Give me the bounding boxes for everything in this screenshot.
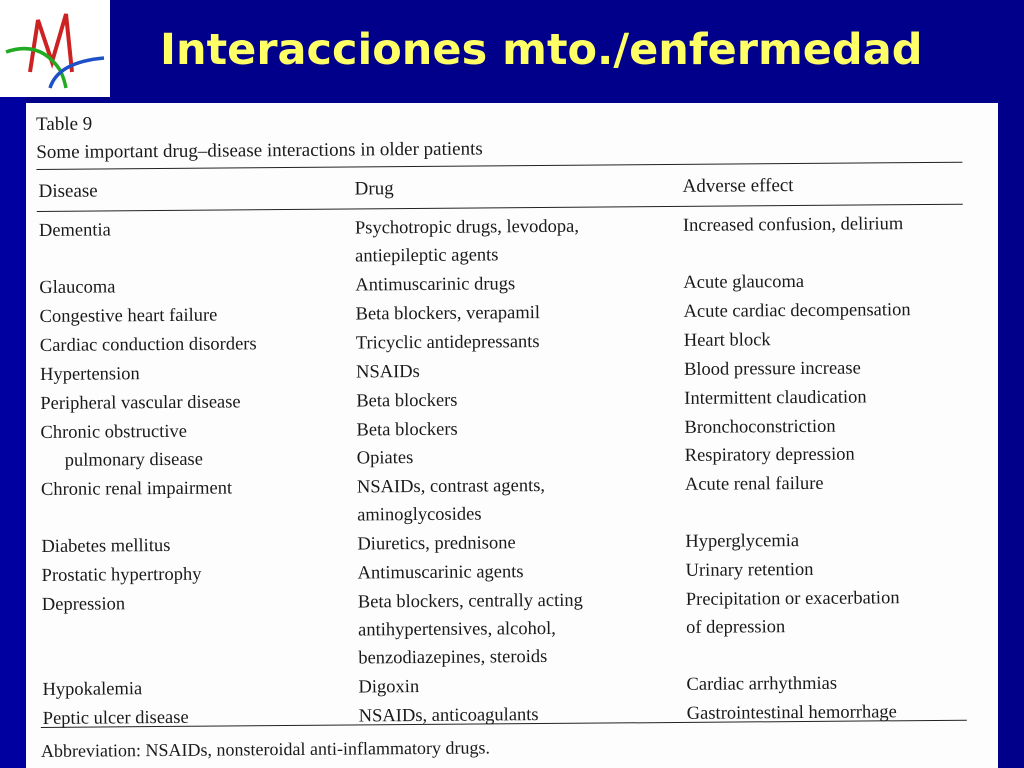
drug-cell (355, 298, 675, 329)
disease-cell (41, 531, 351, 561)
drug-cell-line: Antimuscarinic drugs (355, 274, 516, 296)
header-adverse-effect: Adverse effect (682, 175, 794, 197)
table-body (37, 210, 971, 734)
drug-cell (355, 212, 675, 271)
disease-cell-line: Hypokalemia (42, 679, 143, 700)
disease-cell-line: Glaucoma (39, 277, 116, 298)
adverse-effect-cell-line: Acute cardiac decompensation (683, 300, 911, 322)
adverse-effect-cell (683, 296, 973, 326)
adverse-effect-cell (684, 412, 974, 470)
drug-cell-line: aminoglycosides (357, 504, 482, 526)
adverse-effect-cell (686, 669, 976, 699)
drug-cell-line: Opiates (356, 448, 414, 469)
drug-cell-line: antiepileptic agents (355, 245, 499, 267)
adverse-effect-cell-line: Cardiac arrhythmias (686, 673, 838, 695)
table-document (36, 106, 976, 761)
adverse-effect-cell-line: Intermittent claudication (684, 387, 867, 409)
drug-cell-line: antihypertensives, alcohol, (357, 618, 556, 641)
adverse-effect-cell (684, 325, 974, 355)
drug-cell (357, 471, 677, 530)
drug-cell (356, 327, 676, 358)
drug-cell-line: NSAIDs, anticoagulants (358, 705, 539, 727)
disease-cell (43, 703, 353, 733)
disease-cell (42, 674, 352, 704)
adverse-effect-cell-line: Blood pressure increase (683, 358, 861, 380)
drug-cell (355, 269, 675, 300)
adverse-effect-cell (683, 267, 973, 297)
disease-cell-line: Peptic ulcer disease (42, 707, 189, 729)
scanned-table-image (26, 103, 998, 768)
adverse-effect-cell-line: of depression (685, 617, 786, 638)
adverse-effect-cell-line: Urinary retention (685, 559, 814, 581)
disease-cell (40, 388, 350, 418)
disease-cell (40, 359, 350, 389)
adverse-effect-cell (685, 526, 975, 556)
disease-cell-line: Hypertension (39, 364, 140, 385)
drug-cell (356, 385, 676, 416)
adverse-effect-cell (685, 469, 975, 499)
table-row (41, 698, 971, 734)
drug-cell (358, 557, 678, 588)
drug-cell-line: NSAIDs, contrast agents, (356, 476, 546, 498)
adverse-effect-cell-line: Heart block (683, 330, 771, 351)
drug-cell-line: Tricyclic antidepressants (355, 332, 540, 354)
disease-cell-line: Congestive heart failure (39, 305, 218, 327)
adverse-effect-cell (683, 210, 973, 240)
disease-cell-line: Peripheral vascular disease (40, 392, 241, 414)
disease-cell (41, 474, 351, 504)
drug-cell (357, 528, 677, 559)
slide-title: Interacciones mto./enfermedad (160, 25, 923, 75)
drug-cell-line: Antimuscarinic agents (357, 562, 524, 584)
disease-cell-line: Diabetes mellitus (41, 535, 171, 557)
adverse-effect-cell-line: Gastrointestinal hemorrhage (686, 702, 897, 724)
drug-cell-line: Beta blockers, verapamil (355, 303, 541, 325)
drug-cell-line: benzodiazepines, steroids (358, 647, 548, 669)
disease-cell-line: Chronic obstructive (40, 421, 188, 443)
disease-cell (42, 589, 352, 619)
adverse-effect-cell (684, 354, 974, 384)
drug-cell (356, 356, 676, 387)
drug-cell-line: Psychotropic drugs, levodopa, (354, 216, 580, 239)
adverse-effect-cell-line: Respiratory depression (684, 444, 855, 466)
table-row (38, 412, 968, 476)
drug-cell (358, 671, 678, 702)
header-drug: Drug (354, 178, 394, 200)
adverse-effect-cell-line: Precipitation or exacerbation (685, 588, 900, 610)
table-row (37, 210, 967, 274)
drug-cell (358, 586, 679, 673)
drug-cell-line: Beta blockers (356, 419, 458, 441)
adverse-effect-cell-line: Acute renal failure (684, 473, 824, 495)
disease-cell (39, 215, 349, 245)
adverse-effect-cell-line: Acute glaucoma (683, 271, 805, 293)
drug-cell-line: Beta blockers, centrally acting (357, 590, 583, 613)
logo-mark-icon (0, 0, 110, 97)
drug-cell-line: Diuretics, prednisone (357, 533, 516, 555)
adverse-effect-cell (686, 584, 976, 642)
table-row (39, 469, 969, 533)
adverse-effect-cell-line: Hyperglycemia (685, 531, 800, 552)
disease-cell (39, 272, 349, 302)
adverse-effect-cell (686, 555, 976, 585)
drug-cell-line: Digoxin (358, 677, 420, 698)
drug-cell-line: Beta blockers (356, 390, 458, 412)
logo (0, 0, 110, 97)
drug-cell (359, 700, 679, 731)
disease-cell (40, 330, 350, 360)
table-footnote: Abbreviation: NSAIDs, nonsteroidal anti-inflammatory drugs. (40, 737, 490, 761)
disease-cell (42, 560, 352, 590)
left-accent-strip (0, 97, 26, 768)
disease-cell (39, 301, 349, 331)
disease-cell-line: Dementia (38, 220, 111, 241)
table-caption: Some important drug–disease interactions in older patients (36, 138, 483, 163)
disease-cell-line: Depression (41, 594, 126, 615)
table-number: Table 9 (36, 113, 93, 135)
adverse-effect-cell (684, 383, 974, 413)
header-disease: Disease (38, 180, 98, 202)
disease-cell (40, 417, 350, 475)
adverse-effect-cell-line: Increased confusion, delirium (682, 214, 904, 236)
drug-cell-line: NSAIDs (355, 361, 420, 383)
disease-cell-line: Cardiac conduction disorders (39, 334, 257, 356)
disease-cell-line: pulmonary disease (64, 449, 204, 471)
table-row (40, 584, 971, 676)
disease-cell-line: Chronic renal impairment (40, 478, 233, 500)
drug-cell (356, 414, 676, 473)
adverse-effect-cell (687, 698, 977, 728)
adverse-effect-cell-line: Bronchoconstriction (684, 416, 836, 438)
disease-cell-line: Prostatic hypertrophy (41, 564, 202, 586)
